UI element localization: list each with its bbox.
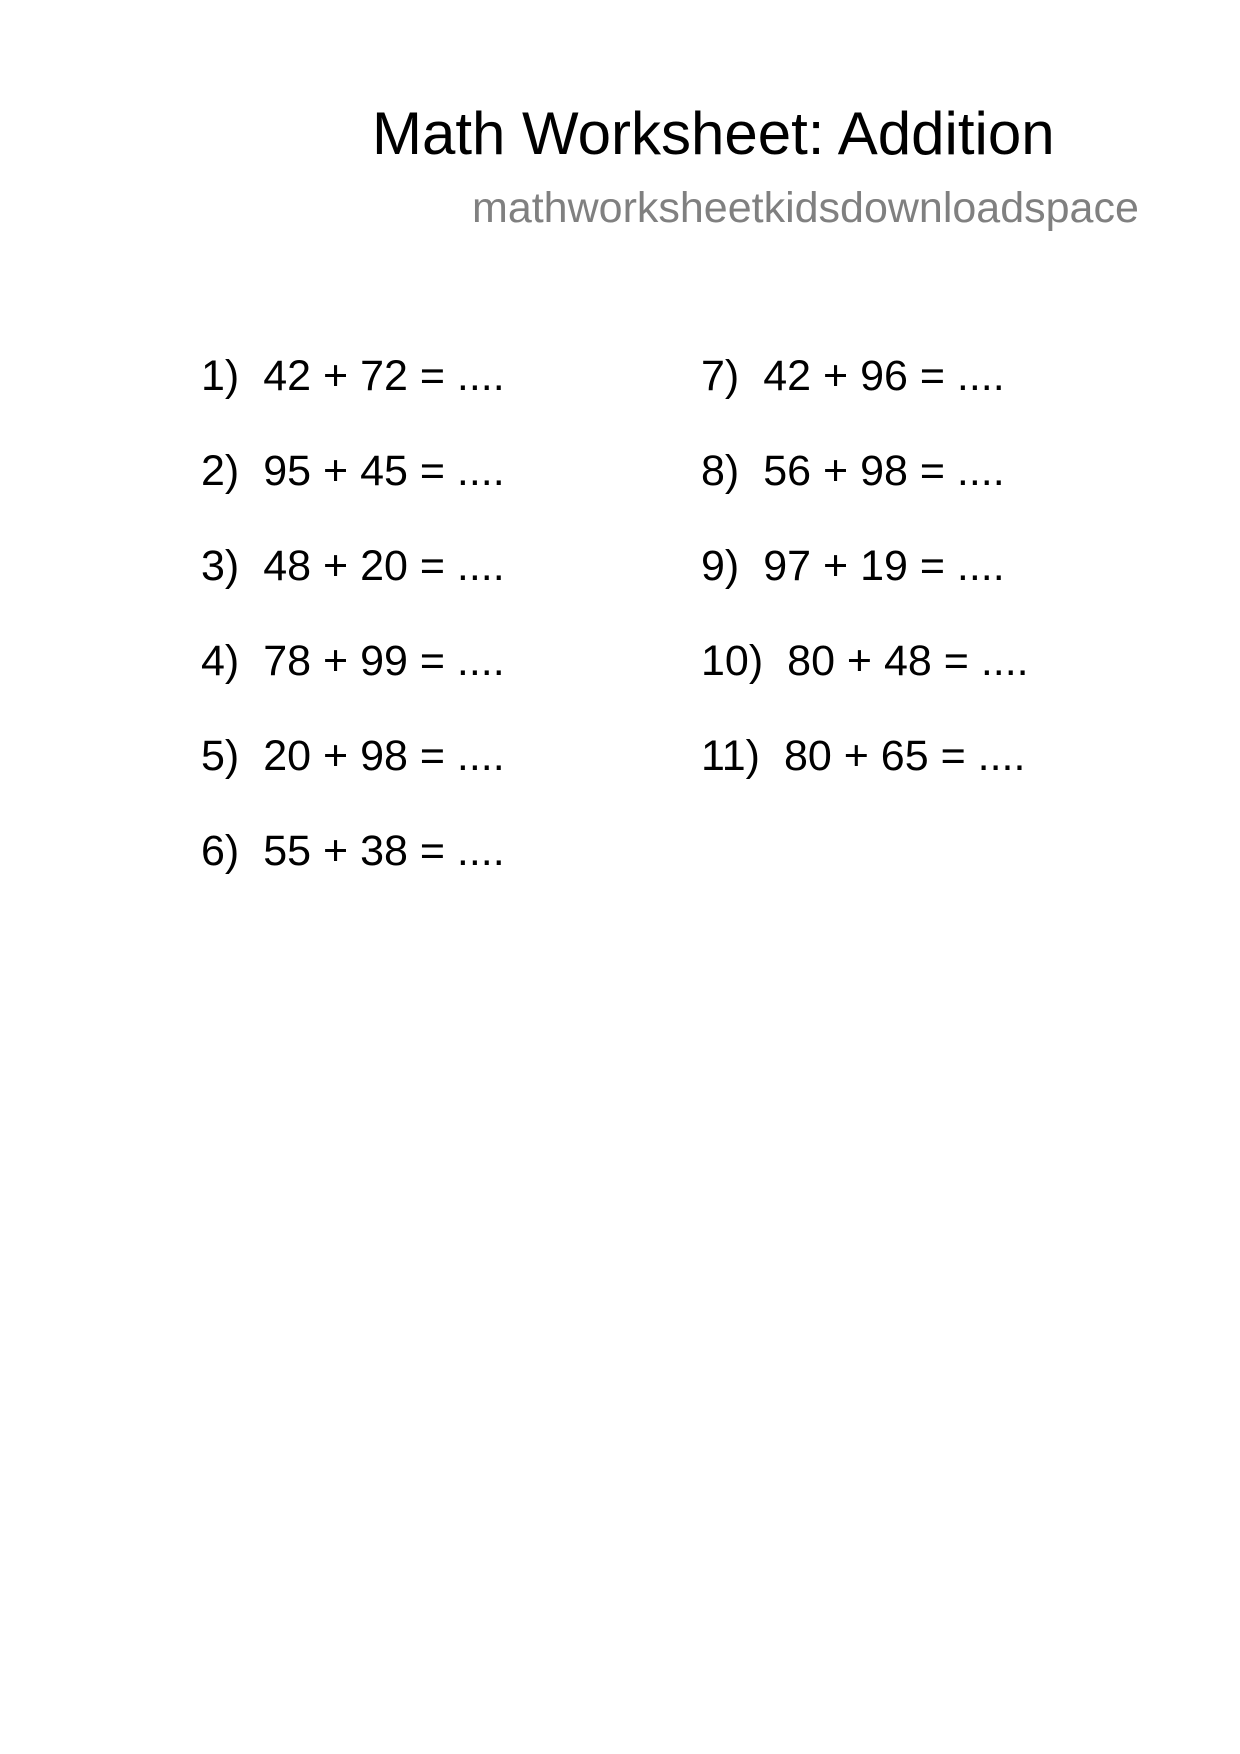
problem-expression: 20 + 98 = ....: [263, 732, 505, 780]
problem-item: [701, 730, 1025, 782]
problem-number: 1): [201, 352, 240, 400]
problem-item: [701, 635, 1029, 687]
problem-item: [701, 350, 1005, 402]
problem-item: [201, 445, 505, 497]
problem-expression: 48 + 20 = ....: [263, 542, 505, 590]
problem-number: 8): [701, 447, 740, 495]
problem-number: 3): [201, 542, 240, 590]
problem-expression: 78 + 99 = ....: [263, 637, 505, 685]
problem-item: [201, 350, 505, 402]
problem-expression: 55 + 38 = ....: [263, 827, 505, 875]
problem-number: 6): [201, 827, 240, 875]
problem-number: 2): [201, 447, 240, 495]
worksheet-title: Math Worksheet: Addition: [372, 100, 1055, 167]
problem-expression: 95 + 45 = ....: [263, 447, 505, 495]
problem-item: [201, 635, 505, 687]
problem-number: 10): [701, 637, 764, 685]
problem-number: 5): [201, 732, 240, 780]
problem-number: 11): [701, 732, 760, 780]
problem-expression: 42 + 72 = ....: [263, 352, 505, 400]
problem-number: 4): [201, 637, 240, 685]
problem-expression: 97 + 19 = ....: [763, 542, 1005, 590]
worksheet-subtitle: mathworksheetkidsdownloadspace: [472, 184, 1139, 232]
problem-number: 7): [701, 352, 740, 400]
problem-expression: 80 + 48 = ....: [787, 637, 1029, 685]
problem-item: [701, 445, 1005, 497]
problem-item: [201, 540, 505, 592]
problem-item: [201, 825, 505, 877]
problem-expression: 80 + 65 = ....: [783, 732, 1026, 780]
problem-item: [701, 540, 1005, 592]
problem-expression: 42 + 96 = ....: [763, 352, 1005, 400]
problem-item: [201, 730, 505, 782]
problem-number: 9): [701, 542, 740, 590]
problem-expression: 56 + 98 = ....: [763, 447, 1005, 495]
